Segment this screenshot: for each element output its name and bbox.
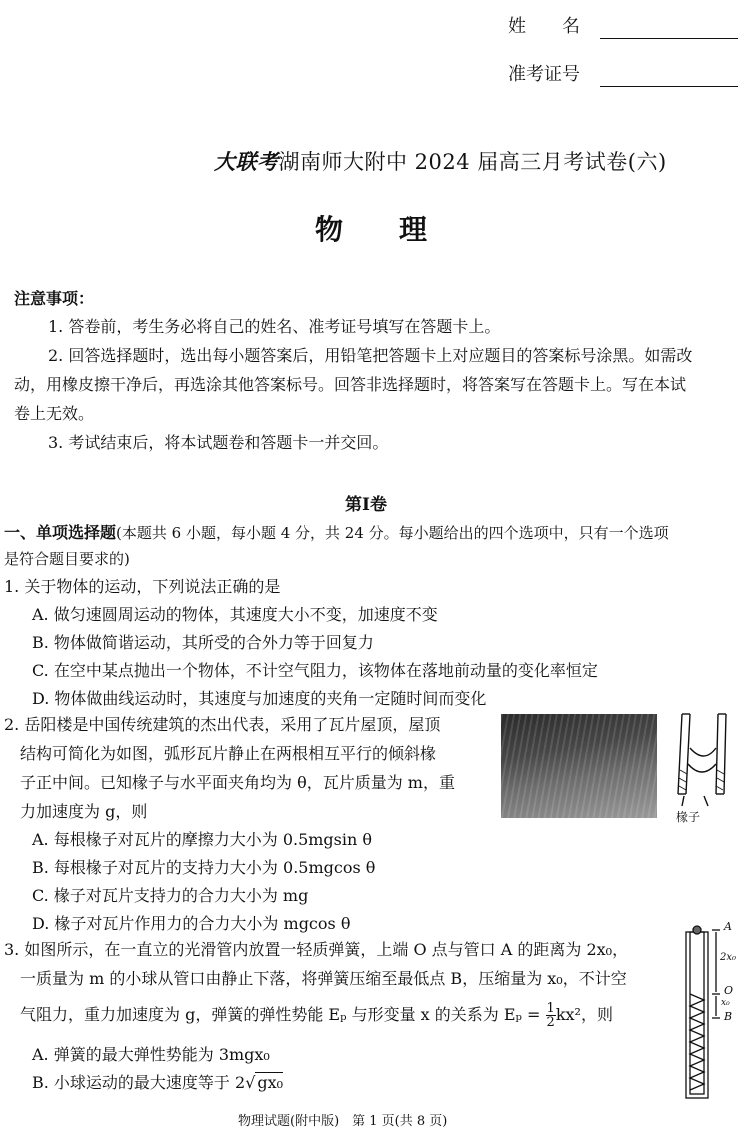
subject-title: 物 理 [315,213,428,246]
spring-tube-diagram [680,924,742,1100]
fig-label-b: B [724,1010,733,1023]
q3-option-a: A. 弹簧的最大弹性势能为 3mgx₀ [32,1045,270,1064]
roof-tile-photo [501,714,657,818]
q1-option-a: A. 做匀速圆周运动的物体，其速度大小不变，加速度不变 [32,605,438,624]
exam-id-label: 准考证号 [508,64,580,85]
q2-stem-line-2: 结构可简化为如图，弧形瓦片静止在两根相互平行的倾斜椽 [20,744,437,763]
name-label: 姓 名 [508,16,580,37]
notice-item-2-line-1: 2. 回答选择题时，选出每小题答案后，用铅笔把答题卡上对应题目的答案标号涂黑。如需改 [48,346,693,365]
rafter-label: 椽子 [676,810,701,824]
q3-stem-line-3 [20,1002,613,1029]
q1-stem: 1. 关于物体的运动，下列说法正确的是 [4,577,281,596]
section-heading [4,522,669,544]
q3-stem-line-1: 3. 如图所示，在一直立的光滑管内放置一轻质弹簧，上端 O 点与管口 A 的距离为 2x₀， [4,940,629,959]
q2-stem-line-3: 子正中间。已知椽子与水平面夹角均为 θ，瓦片质量为 m，重 [20,773,455,792]
section-heading-line-2: 是符合题目要求的) [4,550,130,568]
q2-option-b: B. 每根椽子对瓦片的支持力大小为 0.5mgcos θ [32,858,376,877]
notice-item-3: 3. 考试结束后，将本试题卷和答题卡一并交回。 [48,433,389,452]
brand-logo-text: 大联考 [214,149,279,174]
name-field[interactable] [600,38,738,39]
q3-stem-line-2: 一质量为 m 的小球从管口由静止下落，将弹簧压缩至最低点 B，压缩量为 x₀，不计空 [20,969,627,988]
fig-label-o: O [724,984,734,997]
q2-option-d: D. 椽子对瓦片作用力的合力大小为 mgcos θ [32,914,351,933]
q3-option-b-radicand: gx₀ [257,1073,284,1092]
fig-label-2x0: 2x₀ [720,952,737,963]
rafter-diagram [668,708,744,824]
q3-stem-line-3-post: kx²，则 [555,1005,613,1024]
notice-item-1: 1. 答卷前，考生务必将自己的姓名、准考证号填写在答题卡上。 [48,317,501,336]
q3-fraction-numerator: 1 [546,1001,555,1016]
fig-label-a: A [724,920,732,933]
q2-stem-line-4: 力加速度为 g，则 [20,802,148,821]
q3-option-b [32,1072,283,1094]
notice-item-2-line-3: 卷上无效。 [14,404,95,423]
q1-option-c: C. 在空中某点抛出一个物体，不计空气阻力，该物体在落地前动量的变化率恒定 [32,661,598,680]
section-title: 第Ⅰ卷 [345,495,387,515]
q3-fraction [546,1002,556,1029]
section-heading-bold: 一、单项选择题 [4,523,117,542]
q1-option-b: B. 物体做简谐运动，其所受的合外力等于回复力 [32,633,374,652]
exam-title-text: 湖南师大附中 2024 届高三月考试卷(六) [278,150,667,174]
exam-id-field[interactable] [600,86,738,87]
q1-option-d: D. 物体做曲线运动时，其速度与加速度的夹角一定随时间而变化 [32,689,487,708]
sqrt-icon: √ [245,1073,256,1092]
fig-label-x0: x₀ [721,998,730,1008]
exam-title [214,146,667,176]
q2-stem-line-1: 2. 岳阳楼是中国传统建筑的杰出代表，采用了瓦片屋顶，屋顶 [4,715,441,734]
section-heading-rest: (本题共 6 小题，每小题 4 分，共 24 分。每小题给出的四个选项中，只有一个选项 [116,524,669,542]
page-footer: 物理试题(附中版) 第 1 页(共 8 页) [238,1114,448,1129]
q3-option-b-text: B. 小球运动的最大速度等于 2 [32,1073,246,1092]
notice-heading: 注意事项： [14,289,95,308]
q2-option-c: C. 椽子对瓦片支持力的合力大小为 mg [32,886,309,905]
notice-item-2-line-2: 动，用橡皮擦干净后，再选涂其他答案标号。回答非选择题时，将答案写在答题卡上。写在本试 [14,375,687,394]
q3-stem-line-3-pre: 气阻力，重力加速度为 g，弹簧的弹性势能 Eₚ 与形变量 x 的关系为 Eₚ = [20,1005,546,1024]
q2-option-a: A. 每根椽子对瓦片的摩擦力大小为 0.5mgsin θ [32,830,373,849]
q3-fraction-denominator: 2 [546,1015,555,1030]
